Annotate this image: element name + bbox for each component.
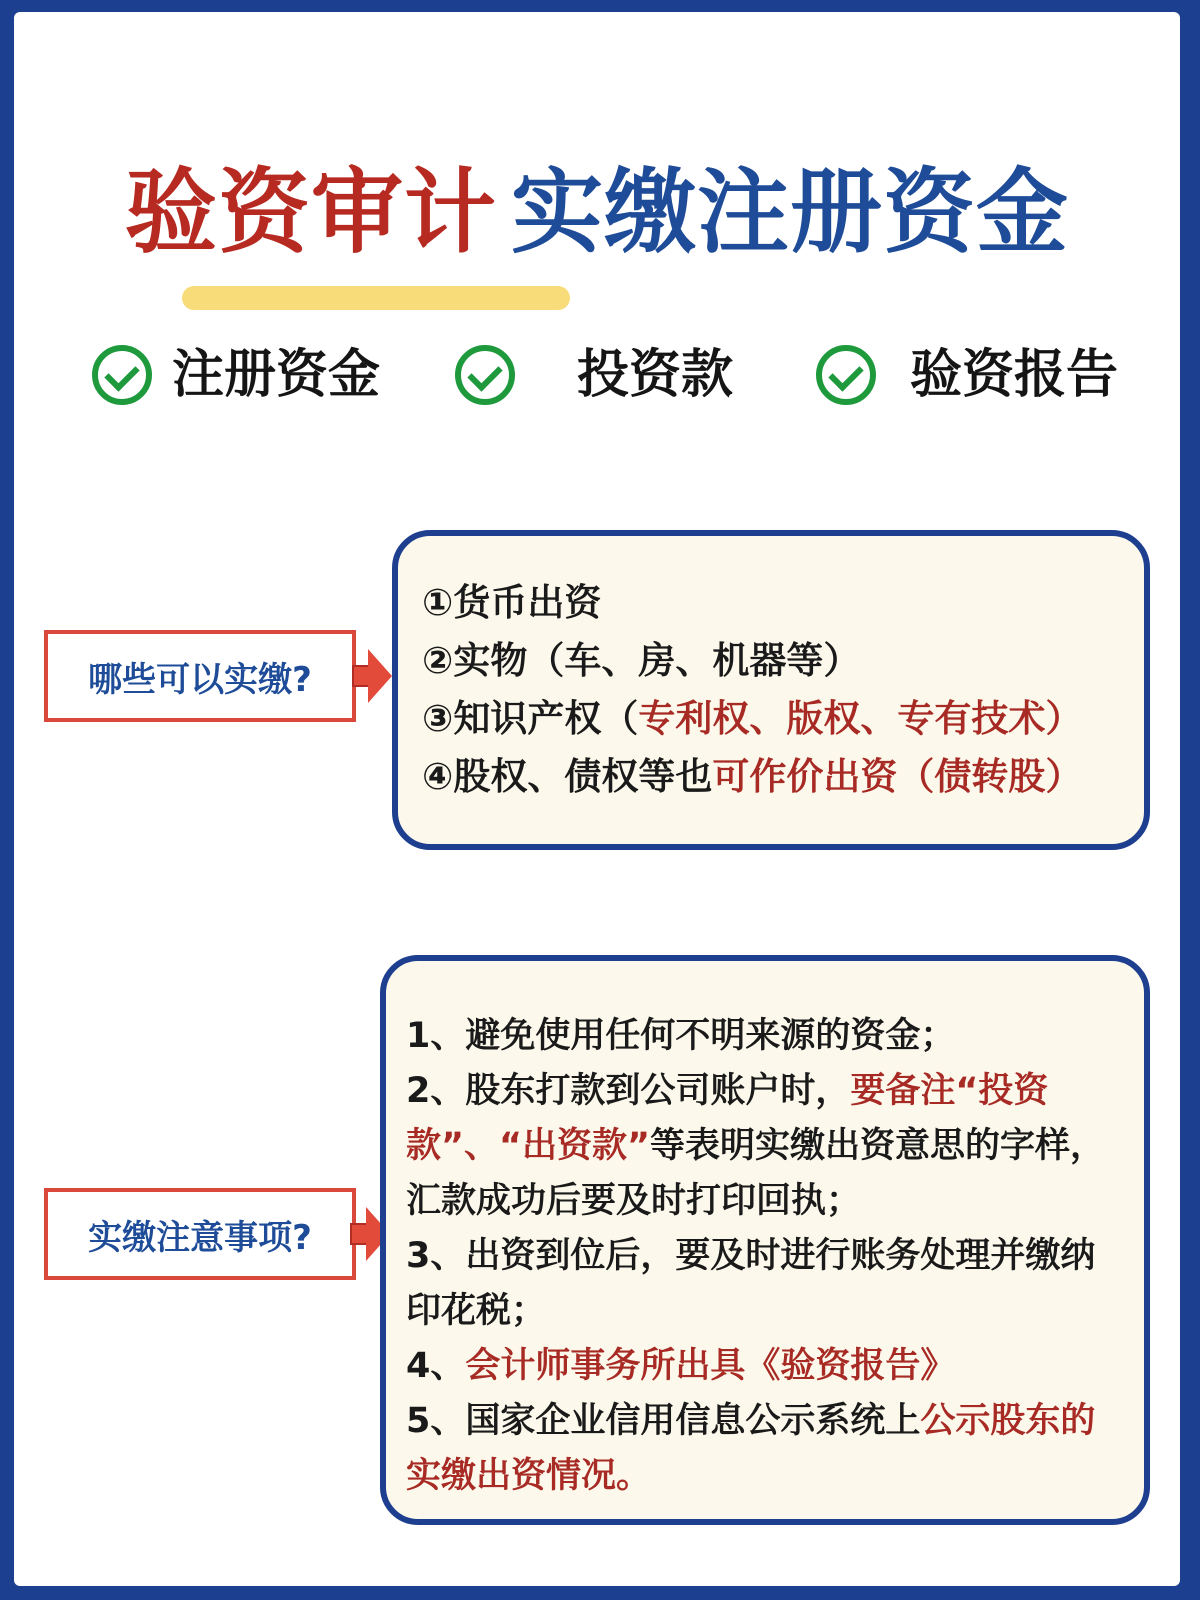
title-underline-decoration: [182, 286, 570, 310]
list-item: 5、国家企业信用信息公示系统上公示股东的实缴出资情况。: [406, 1401, 1096, 1496]
arrow-right-icon: [352, 649, 392, 703]
check-circle-icon: [816, 345, 876, 405]
list-item: ④股权、债权等也可作价出资（债转股）: [422, 755, 1083, 798]
section1-box: [392, 530, 1150, 850]
check-row: [0, 330, 1200, 420]
list-item: ②实物（车、房、机器等）: [422, 639, 861, 682]
check-item-investment: [455, 330, 733, 420]
check-circle-icon: [455, 345, 515, 405]
title-blue-part: 实缴注册资金: [511, 159, 1070, 266]
list-item: ①货币出资: [422, 581, 602, 624]
poster-title: [125, 158, 1069, 268]
list-item: 4、会计师事务所出具《验资报告》: [406, 1346, 956, 1386]
list-item: 1、避免使用任何不明来源的资金；: [406, 1016, 956, 1056]
check-item-registered-capital: [92, 330, 380, 420]
section1-label: 哪些可以实缴?: [44, 630, 356, 722]
check-label: 注册资金: [172, 345, 381, 405]
section2-box: [380, 955, 1150, 1525]
check-circle-icon: [92, 345, 152, 405]
list-item: ③知识产权（专利权、版权、专有技术）: [422, 697, 1083, 740]
check-item-capital-report: [816, 330, 1118, 420]
list-item: 2、股东打款到公司账户时，要备注“投资款”、“出资款”等表明实缴出资意思的字样，汇款成功后要及时打印回执；: [406, 1071, 1106, 1221]
title-red-part: 验资审计: [125, 159, 498, 266]
section2-label: 实缴注意事项?: [44, 1188, 356, 1280]
list-item: 3、出资到位后，要及时进行账务处理并缴纳印花税；: [406, 1236, 1096, 1331]
check-label: 验资报告: [910, 345, 1119, 405]
check-label: 投资款: [577, 345, 734, 405]
